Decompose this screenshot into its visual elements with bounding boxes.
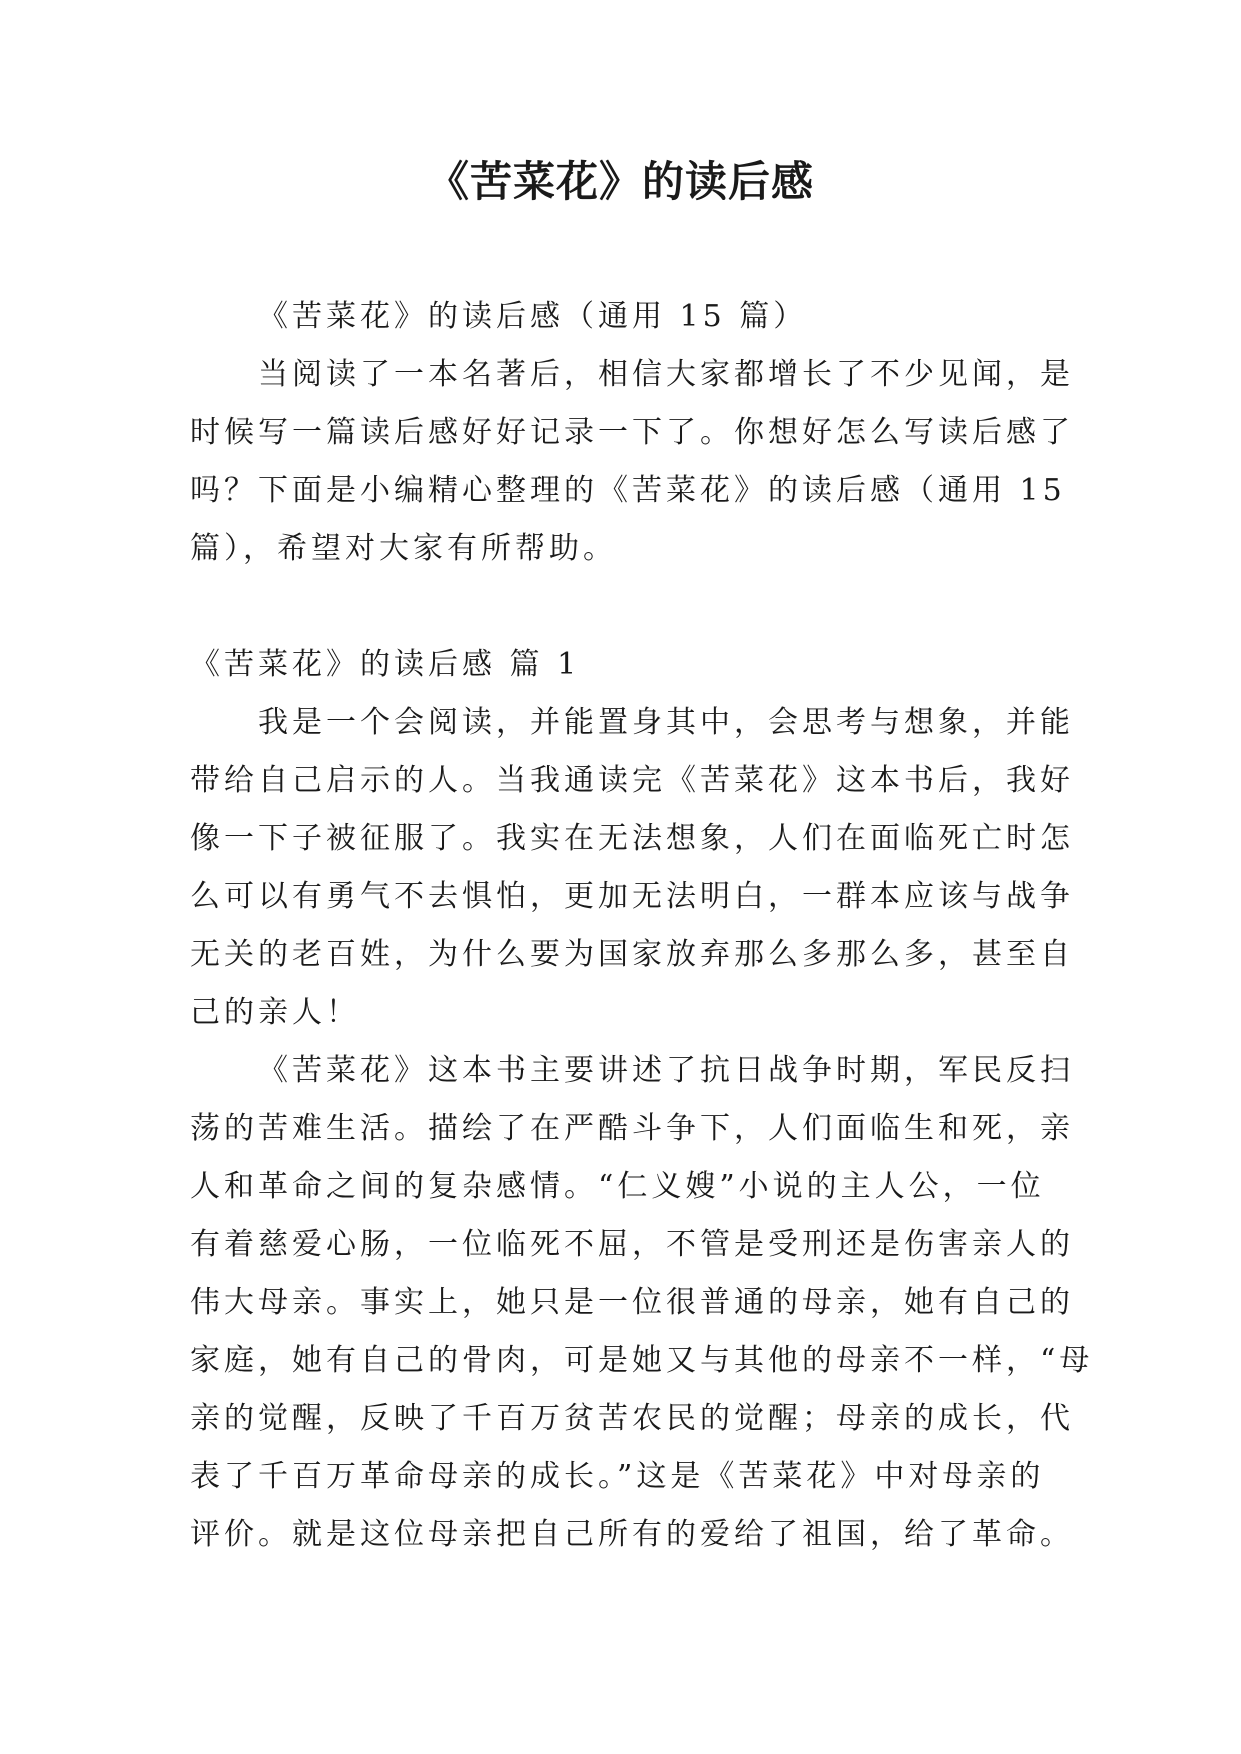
text-line: 无关的老百姓，为什么要为国家放弃那么多那么多，甚至自 [190,937,1074,972]
intro-paragraph [190,346,1074,578]
text-line: 我是一个会阅读，并能置身其中，会思考与想象，并能 [258,705,1074,740]
text-line: 伟大母亲。事实上，她只是一位很普通的母亲，她有自己的 [190,1285,1074,1320]
text-line: 有着慈爱心肠，一位临死不屈，不管是受刑还是伤害亲人的 [190,1227,1074,1262]
text-line: 时候写一篇读后感好好记录一下了。你想好怎么写读后感了 [190,415,1074,450]
text-line: 当阅读了一本名著后，相信大家都增长了不少见闻，是 [258,357,1074,392]
document-subtitle: 《苦菜花》的读后感（通用 15 篇） [258,299,808,334]
text-line: 像一下子被征服了。我实在无法想象，人们在面临死亡时怎 [190,821,1074,856]
text-line: 家庭，她有自己的骨肉，可是她又与其他的母亲不一样，“母 [190,1343,1094,1378]
document-body [190,288,1094,1564]
text-line: 己的亲人！ [190,995,360,1030]
text-line: 篇），希望对大家有所帮助。 [190,531,617,566]
text-line: 吗？下面是小编精心整理的《苦菜花》的读后感（通用 15 [190,473,1066,508]
paragraph-2 [190,1042,1094,1564]
text-line: 荡的苦难生活。描绘了在严酷斗争下，人们面临生和死，亲 [190,1111,1074,1146]
text-line: 《苦菜花》这本书主要讲述了抗日战争时期，军民反扫 [258,1053,1074,1088]
text-line: 评价。就是这位母亲把自己所有的爱给了祖国，给了革命。 [190,1517,1074,1552]
text-line: 带给自己启示的人。当我通读完《苦菜花》这本书后，我好 [190,763,1074,798]
text-line: 表了千百万革命母亲的成长。”这是《苦菜花》中对母亲的 [190,1459,1045,1494]
text-line: 么可以有勇气不去惧怕，更加无法明白，一群本应该与战争 [190,879,1074,914]
section-heading: 《苦菜花》的读后感 篇 1 [190,647,581,682]
text-line: 亲的觉醒，反映了千百万贫苦农民的觉醒；母亲的成长，代 [190,1401,1074,1436]
text-line: 人和革命之间的复杂感情。“仁义嫂”小说的主人公，一位 [190,1169,1045,1204]
blank-line [190,578,1050,636]
document-title: 《苦菜花》的读后感 [426,157,814,206]
paragraph-1 [190,694,1074,1042]
